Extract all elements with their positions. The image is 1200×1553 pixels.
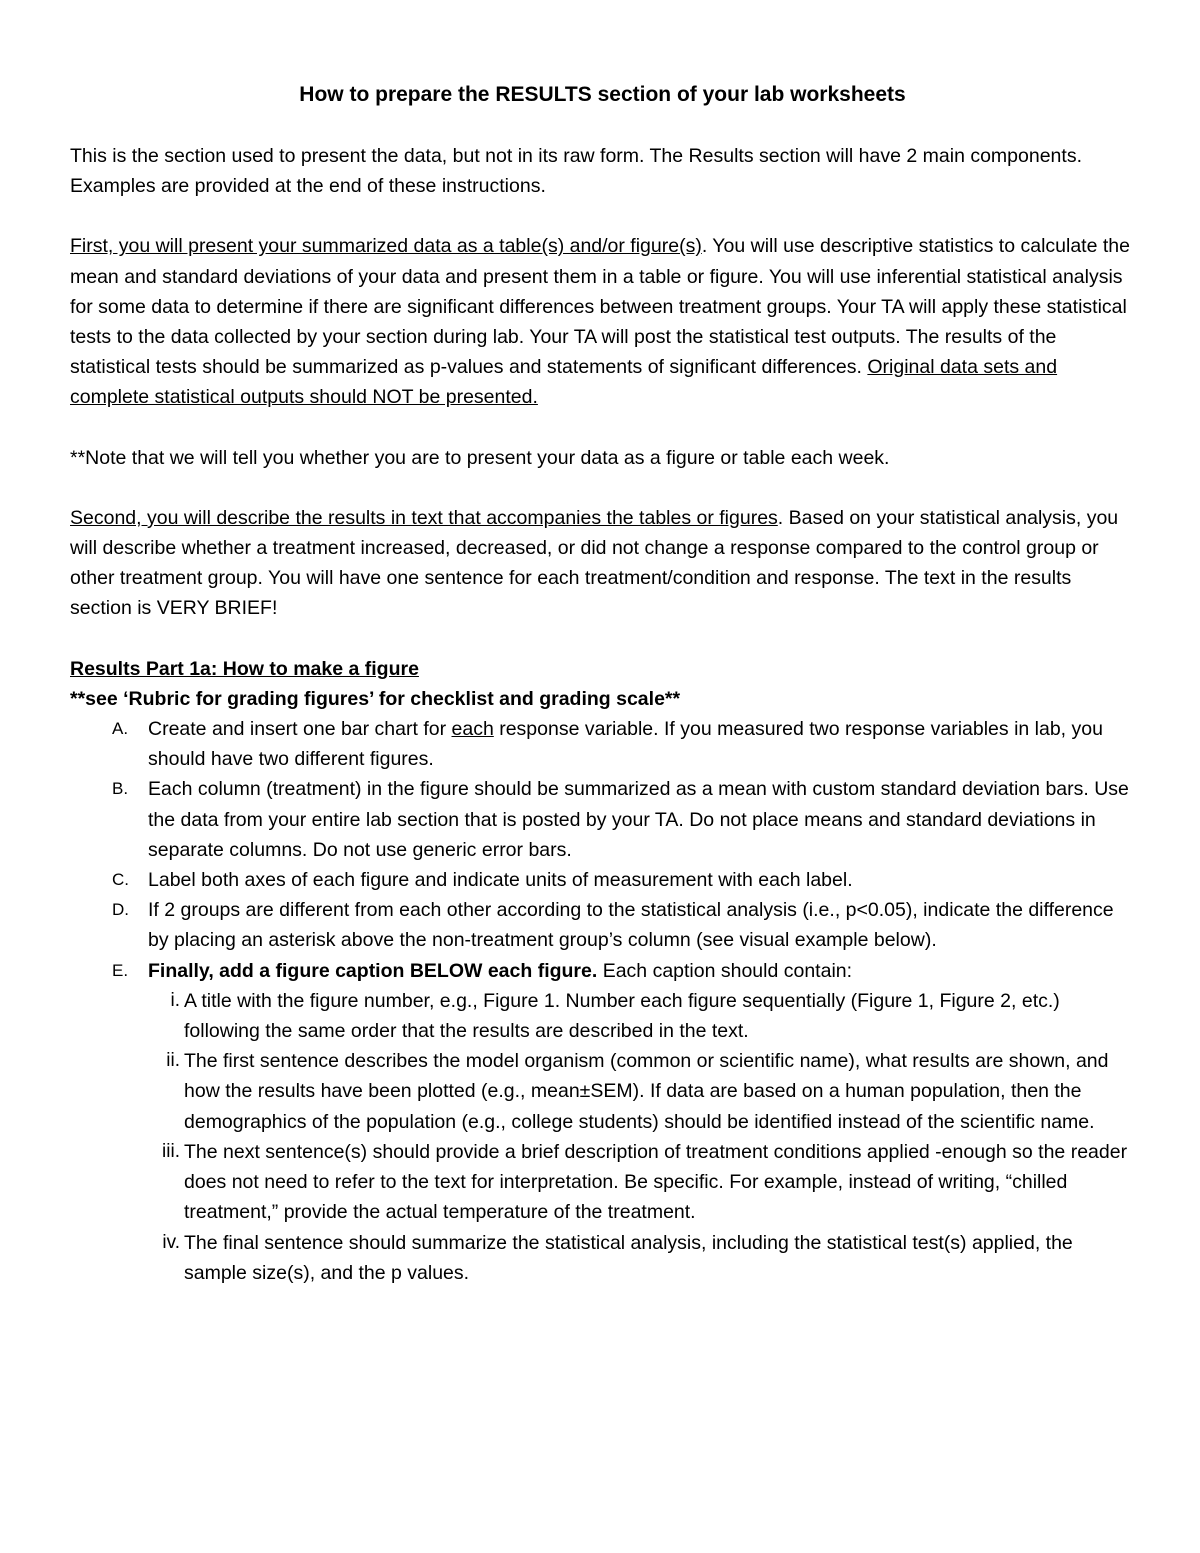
sub-item-i-text: A title with the figure number, e.g., Figure 1. Number each figure sequentially (Figure 1, Figure 2, etc.) following the same order that the results are described in the text. <box>184 989 1060 1043</box>
list-item-c <box>70 865 1135 895</box>
part-1a-heading: Results Part 1a: How to make a figure <box>70 657 419 680</box>
item-b-text: Each column (treatment) in the figure should be summarized as a mean with custom standard deviation bars. Use the data from your entire lab section that is posted by your TA. Do not place means and standard deviations in separate columns. Do not use generic error bars. <box>148 778 1129 861</box>
sub-item-i <box>144 986 1135 1046</box>
item-c-text: Label both axes of each figure and indicate units of measurement with each label. <box>148 869 853 892</box>
figure-instructions-list <box>70 714 1135 1288</box>
item-a-pre: Create and insert one bar chart for <box>148 718 452 741</box>
item-e-post: Each caption should contain: <box>597 959 853 982</box>
list-marker-b: B. <box>112 779 129 799</box>
first-component-emphasis: Original data sets and complete statistical outputs should NOT be presented. <box>70 356 1058 409</box>
list-item-a <box>70 714 1135 774</box>
second-component-paragraph <box>70 503 1135 624</box>
sub-marker-ii: ii. <box>166 1050 180 1072</box>
list-marker-e: E. <box>112 960 129 980</box>
first-component-paragraph <box>70 231 1135 412</box>
item-a-post: response variable. If you measured two response variables in lab, you should have two different figures. <box>148 718 1103 771</box>
sub-item-iii-text: The next sentence(s) should provide a brief description of treatment conditions applied -enough so the reader does not need to refer to the text for interpretation. Be specific. For example, instead of writing, “chilled treatment,” provide the actual temperature of the treatment. <box>184 1140 1128 1224</box>
list-marker-d: D. <box>112 900 129 920</box>
document-title: How to prepare the RESULTS section of your lab worksheets <box>299 83 906 106</box>
sub-marker-i: i. <box>170 989 180 1011</box>
document-page <box>70 80 1135 1288</box>
intro-paragraph: This is the section used to present the data, but not in its raw form. The Results section will have 2 main components. Examples are provided at the end of these instructions. <box>70 145 1082 198</box>
caption-contents-list <box>144 986 1135 1288</box>
rubric-note: **see ‘Rubric for grading figures’ for checklist and grading scale** <box>70 687 681 710</box>
list-marker-a: A. <box>112 719 129 739</box>
item-e-bold: Finally, add a figure caption BELOW each figure. <box>148 959 598 982</box>
sub-item-ii <box>144 1046 1135 1137</box>
first-component-body: . You will use descriptive statistics to calculate the mean and standard deviations of your data and present them in a table or figure. You will use inferential statistical analysis for some data to determine if there are significant differences between treatment groups. Your TA will apply these statistical tests to the data collected by your section during lab. Your TA will post the statistical test outputs. The results of the statistical tests should be summarized as p-values and statements of significant differences. <box>70 235 1130 379</box>
item-d-text: If 2 groups are different from each other according to the statistical analysis (i.e., p<0.05), indicate the difference by placing an asterisk above the non-treatment group’s column (see visual example below). <box>148 899 1114 952</box>
note-paragraph: **Note that we will tell you whether you are to present your data as a figure or table each week. <box>70 446 890 469</box>
item-a-underlined: each <box>451 718 494 741</box>
list-item-d <box>70 895 1135 955</box>
sub-item-iv-text: The final sentence should summarize the statistical analysis, including the statistical test(s) applied, the sample size(s), and the p values. <box>184 1231 1073 1284</box>
sub-item-ii-text: The first sentence describes the model organism (common or scientific name), what results are shown, and how the results have been plotted (e.g., mean±SEM). If data are based on a human population, then the demographics of the population (e.g., college students) should be identified instead of the scientific name. <box>184 1050 1109 1133</box>
second-component-body: . Based on your statistical analysis, you will describe whether a treatment increased, decreased, or did not change a response compared to the control group or other treatment group. You will have one sentence for each treatment/condition and response. The text in the results section is VERY BRIEF! <box>70 506 1119 620</box>
sub-marker-iii: iii. <box>162 1140 180 1162</box>
list-marker-c: C. <box>112 870 129 890</box>
list-item-e <box>70 956 1135 1288</box>
second-component-lead: Second, you will describe the results in text that accompanies the tables or figures <box>70 506 778 529</box>
sub-item-iv <box>144 1228 1135 1288</box>
list-item-b <box>70 774 1135 865</box>
sub-item-iii <box>144 1137 1135 1228</box>
first-component-lead: First, you will present your summarized data as a table(s) and/or figure(s) <box>70 235 702 258</box>
sub-marker-iv: iv. <box>162 1231 180 1253</box>
